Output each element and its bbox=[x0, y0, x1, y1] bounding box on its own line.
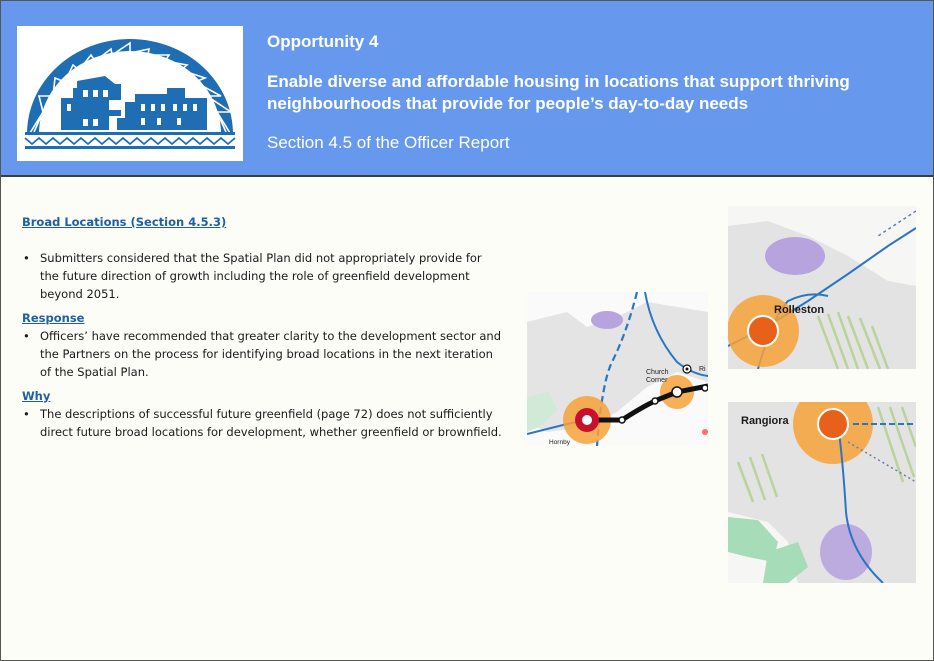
map-label-corner: Corner bbox=[646, 377, 668, 384]
logo bbox=[17, 26, 243, 161]
section-heading-broad-locations: Broad Locations (Section 4.5.3) bbox=[22, 215, 227, 229]
map-label-church: Church bbox=[646, 369, 669, 376]
section-heading-response: Response bbox=[22, 311, 85, 325]
map-rolleston bbox=[728, 206, 916, 369]
rolleston-map-image bbox=[728, 206, 916, 369]
section-heading-why: Why bbox=[22, 389, 51, 403]
city-skyline-arch-logo-icon bbox=[17, 26, 243, 161]
report-reference: Section 4.5 of the Officer Report bbox=[267, 133, 510, 152]
map-label-rolleston: Rolleston bbox=[774, 304, 825, 316]
slide-title: Opportunity 4 bbox=[267, 32, 379, 51]
slide-header bbox=[1, 1, 933, 177]
broad-locations-bullets bbox=[22, 249, 502, 303]
slide-subtitle: Enable diverse and affordable housing in locations that support thriving neighbourhoods that provide for people’s day-to-day needs bbox=[267, 72, 850, 113]
bullet-item: • The descriptions of successful future greenfield (page 72) does not sufficiently direct future broad locations for development, whether greenfield or brownfield. bbox=[22, 405, 502, 441]
bullet-item: • Officers’ have recommended that greater clarity to the development sector and the Partners on the process for identifying broad locations in the next iteration of the Spatial Plan. bbox=[22, 327, 502, 381]
bullet-item: • Submitters considered that the Spatial Plan did not appropriately provide for the future direction of growth including the role of greenfield development beyond 2051. bbox=[22, 249, 502, 303]
content-text bbox=[22, 213, 502, 441]
map-label-rangiora: Rangiora bbox=[741, 415, 789, 427]
map-rangiora bbox=[728, 402, 916, 583]
response-bullets bbox=[22, 327, 502, 381]
hornby-map-image bbox=[527, 292, 708, 446]
map-hornby bbox=[527, 292, 708, 446]
map-label-hornby: Hornby bbox=[549, 439, 570, 446]
map-label-ri: Ri bbox=[699, 366, 706, 373]
rangiora-map-image bbox=[728, 402, 916, 583]
why-bullets bbox=[22, 405, 502, 441]
